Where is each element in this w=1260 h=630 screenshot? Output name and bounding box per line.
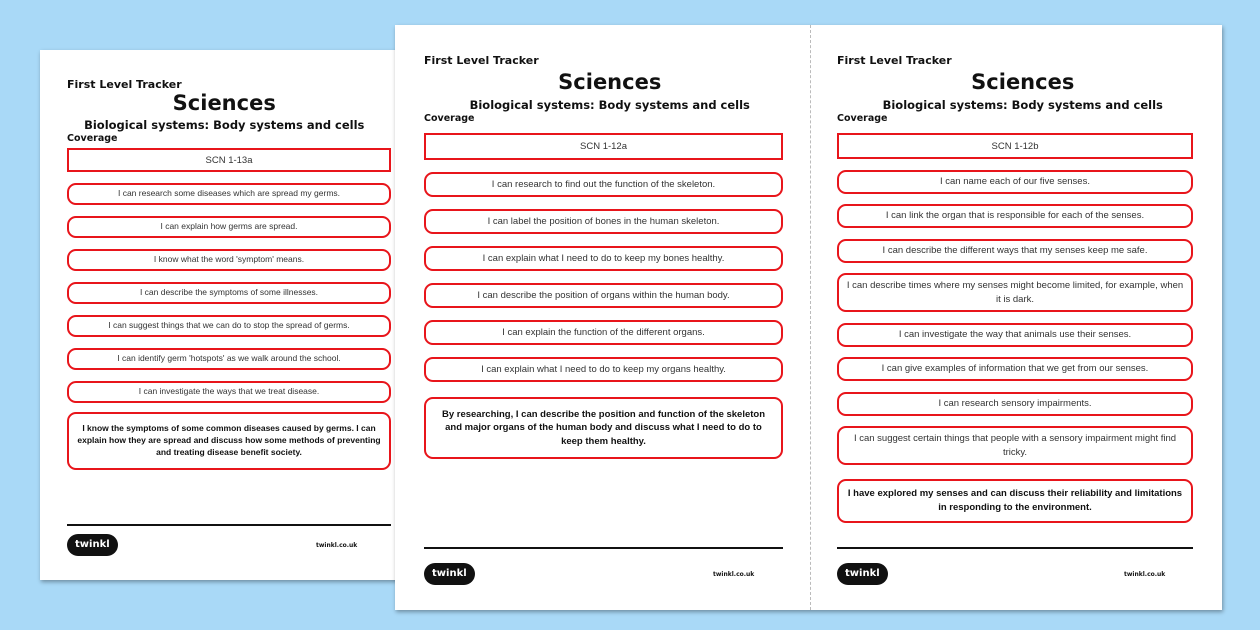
footer-rule	[67, 524, 391, 526]
footer-website: twinkl.co.uk	[713, 571, 755, 578]
worksheet-spread	[395, 25, 1222, 610]
outcome-item: I can suggest things that we can do to stop the spread of germs.	[67, 315, 391, 337]
curriculum-code-box: SCN 1-12a	[424, 133, 783, 160]
page-content	[395, 25, 810, 610]
page-title: Sciences	[558, 70, 662, 94]
curriculum-code-box: SCN 1-12b	[837, 133, 1193, 159]
outcome-item: I can describe the position of organs within the human body.	[424, 283, 783, 308]
summary-statement: By researching, I can describe the position and function of the skeleton and major organs of the human body and discuss what I need to do to keep them healthy.	[424, 397, 783, 459]
outcome-item: I can explain the function of the different organs.	[424, 320, 783, 345]
page-subtitle: Biological systems: Body systems and cells	[882, 98, 1163, 112]
summary-statement: I have explored my senses and can discuss their reliability and limitations in responding to the environment.	[837, 479, 1193, 523]
outcome-item: I can label the position of bones in the human skeleton.	[424, 209, 783, 234]
page-content	[810, 25, 1222, 610]
coverage-label: Coverage	[67, 133, 118, 144]
outcome-item: I can describe the symptoms of some illnesses.	[67, 282, 391, 304]
outcome-item: I can research sensory impairments.	[837, 392, 1193, 416]
outcome-item: I can describe times where my senses might become limited, for example, when it is dark.	[837, 273, 1193, 312]
twinkl-logo: twinkl	[424, 563, 475, 585]
page-title: Sciences	[172, 91, 276, 115]
outcome-item: I can explain what I need to do to keep my organs healthy.	[424, 357, 783, 382]
outcome-item: I can explain how germs are spread.	[67, 216, 391, 238]
outcome-item: I can identify germ 'hotspots' as we walk around the school.	[67, 348, 391, 370]
page-content	[40, 50, 395, 580]
footer-website: twinkl.co.uk	[316, 542, 358, 549]
outcome-list	[424, 133, 783, 459]
footer-rule	[424, 547, 783, 549]
outcome-item: I can research to find out the function of the skeleton.	[424, 172, 783, 197]
outcome-item: I know what the word 'symptom' means.	[67, 249, 391, 271]
tracker-label: First Level Tracker	[837, 54, 952, 67]
page-title: Sciences	[971, 70, 1075, 94]
outcome-item: I can investigate the ways that we treat disease.	[67, 381, 391, 403]
curriculum-code-box: SCN 1-13a	[67, 148, 391, 172]
outcome-item: I can investigate the way that animals use their senses.	[837, 323, 1193, 347]
outcome-item: I can describe the different ways that my senses keep me safe.	[837, 239, 1193, 263]
outcome-item: I can suggest certain things that people with a sensory impairment might find tricky.	[837, 426, 1193, 465]
coverage-label: Coverage	[424, 113, 475, 124]
tracker-label: First Level Tracker	[67, 78, 182, 91]
worksheet-page-1	[40, 50, 400, 580]
footer-website: twinkl.co.uk	[1124, 571, 1166, 578]
footer-rule	[837, 547, 1193, 549]
twinkl-logo: twinkl	[67, 534, 118, 556]
coverage-label: Coverage	[837, 113, 888, 124]
page-subtitle: Biological systems: Body systems and cells	[84, 118, 365, 132]
twinkl-logo: twinkl	[837, 563, 888, 585]
summary-statement: I know the symptoms of some common diseases caused by germs. I can explain how they are spread and discuss how some methods of preventing and treating disease benefit society.	[67, 412, 391, 470]
outcome-item: I can link the organ that is responsible for each of the senses.	[837, 204, 1193, 228]
tracker-label: First Level Tracker	[424, 54, 539, 67]
outcome-list	[67, 148, 391, 470]
outcome-item: I can name each of our five senses.	[837, 170, 1193, 194]
outcome-item: I can research some diseases which are spread my germs.	[67, 183, 391, 205]
outcome-item: I can explain what I need to do to keep my bones healthy.	[424, 246, 783, 271]
outcome-item: I can give examples of information that we get from our senses.	[837, 357, 1193, 381]
page-subtitle: Biological systems: Body systems and cells	[469, 98, 750, 112]
outcome-list	[837, 133, 1193, 523]
